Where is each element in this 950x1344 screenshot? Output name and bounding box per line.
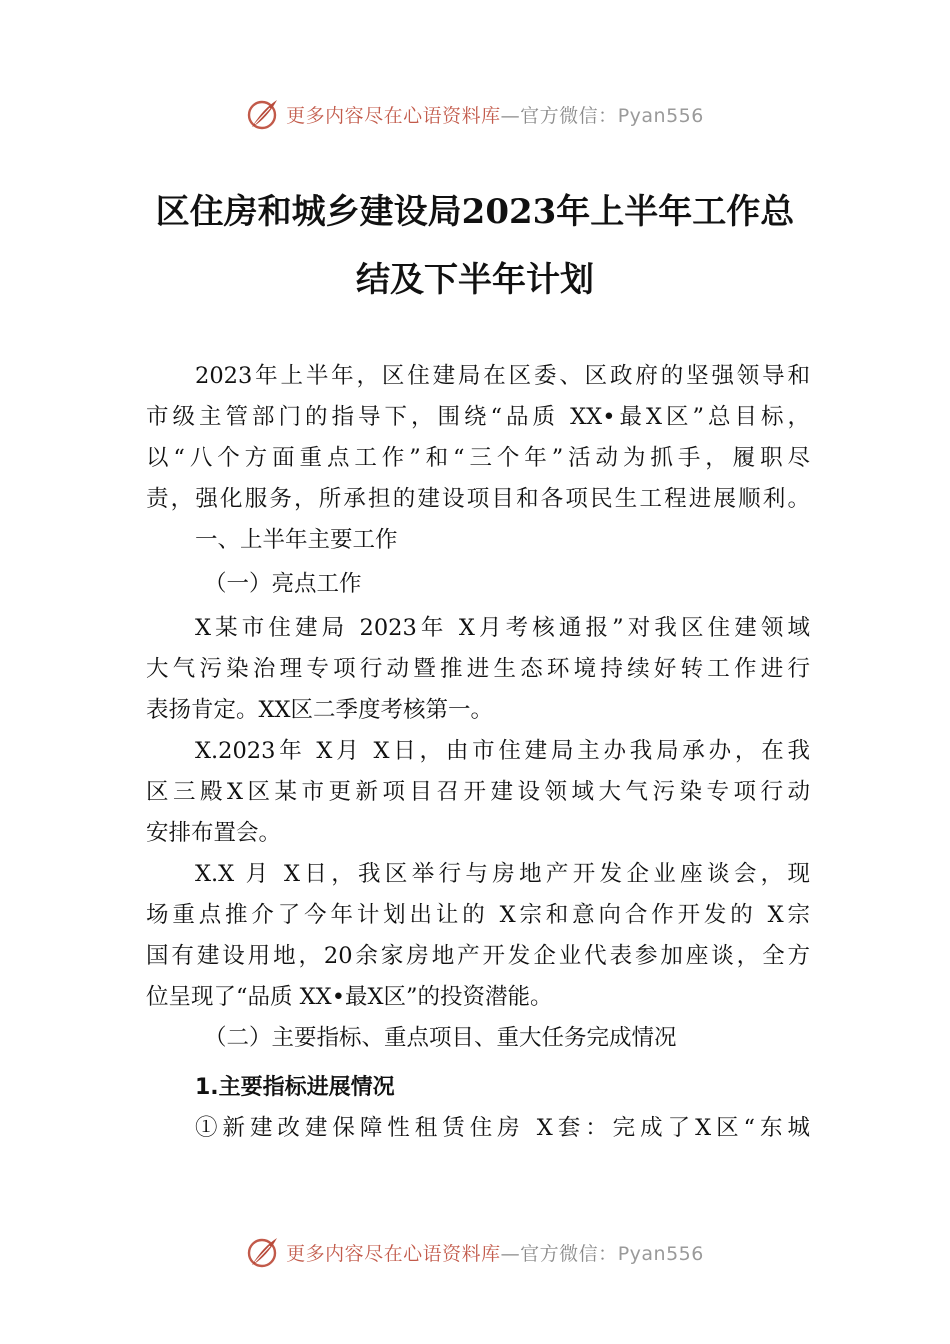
watermark-text	[286, 101, 704, 128]
body-line: 国有建设用地，20余家房地产开发企业代表参加座谈，全方	[146, 943, 810, 969]
watermark-dash: —	[500, 1242, 521, 1265]
watermark-wechat-id: Pyan556	[617, 1242, 704, 1265]
watermark-text	[286, 1239, 704, 1266]
body-line: 场重点推介了今年计划出让的 X宗和意向合作开发的 X宗	[146, 902, 810, 928]
quill-logo-icon	[246, 97, 280, 131]
body-line: X.2023年 X月 X日，由市住建局主办我局承办，在我	[195, 738, 810, 764]
watermark-library-name: 更多内容尽在心语资料库	[286, 1242, 501, 1265]
section-heading: 一、上半年主要工作	[195, 527, 398, 553]
watermark-dash: —	[500, 104, 521, 127]
watermark-banner-bottom	[0, 1232, 950, 1272]
body-line: X.X 月 X日，我区举行与房地产开发企业座谈会，现	[195, 861, 810, 887]
watermark-wechat-id: Pyan556	[617, 104, 704, 127]
body-line: 区三殿X区某市更新项目召开建设领域大气污染专项行动	[146, 779, 810, 805]
watermark-wechat-label: 官方微信：	[520, 1242, 618, 1265]
body-line: ①新建改建保障性租赁住房 X套：完成了X区“东城	[195, 1115, 810, 1141]
body-line: 安排布置会。	[146, 820, 282, 846]
body-line: 2023年上半年，区住建局在区委、区政府的坚强领导和	[195, 363, 810, 389]
subsection-heading: （二）主要指标、重点项目、重大任务完成情况	[204, 1025, 677, 1051]
subsection-heading: （一）亮点工作	[204, 571, 362, 597]
body-line: 表扬肯定。XX区二季度考核第一。	[146, 697, 494, 723]
body-line: 市级主管部门的指导下，围绕“品质 XX•最X区”总目标，	[146, 404, 810, 430]
body-line: 大气污染治理专项行动暨推进生态环境持续好转工作进行	[146, 656, 810, 682]
watermark-wechat-label: 官方微信：	[520, 104, 618, 127]
document-title-line-1: 区住房和城乡建设局2023年上半年工作总	[155, 192, 795, 232]
watermark-banner-top	[0, 94, 950, 134]
watermark-library-name: 更多内容尽在心语资料库	[286, 104, 501, 127]
body-line: X某市住建局 2023年 X月考核通报”对我区住建领域	[195, 615, 810, 641]
quill-logo-icon	[246, 1235, 280, 1269]
body-line: 以“八个方面重点工作”和“三个年”活动为抓手，履职尽	[146, 445, 810, 471]
numbered-subheading: 1.主要指标进展情况	[195, 1075, 395, 1100]
document-title-line-2: 结及下半年计划	[356, 260, 594, 300]
body-line: 位呈现了“品质 XX•最X区”的投资潜能。	[146, 984, 553, 1010]
body-line: 责，强化服务，所承担的建设项目和各项民生工程进展顺利。	[146, 486, 810, 512]
document-body	[146, 356, 810, 1149]
